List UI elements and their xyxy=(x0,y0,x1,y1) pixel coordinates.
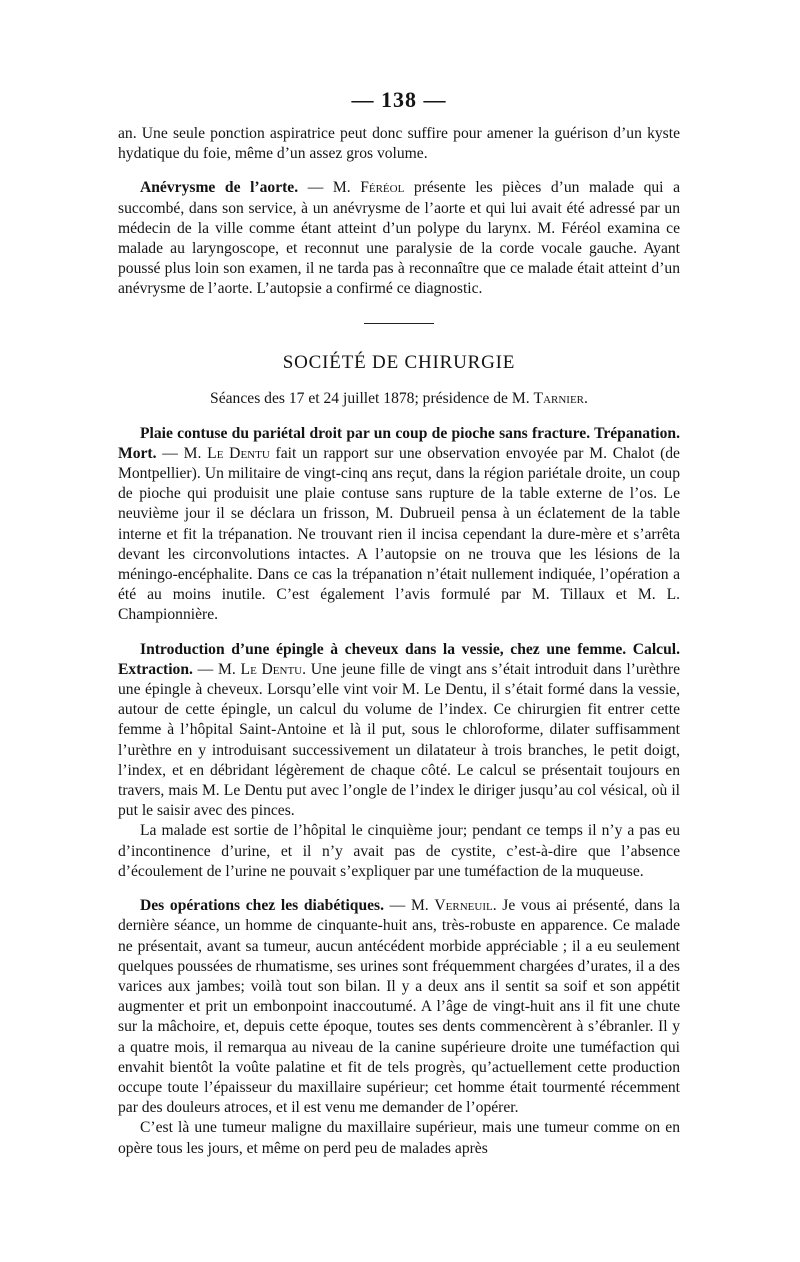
dash: — M. xyxy=(384,897,435,915)
subtitle-end: . xyxy=(584,389,588,407)
paragraph-text: . Une jeune fille de vingt ans s’était introduit dans l’urèthre une épingle à cheveux. Lorsqu’elle vint voir M. Le Dentu, il s’était formé dans la vessie, autour de cette épingle, un calcul du volume de l’index. Ce chirurgien fit entrer cette femme à l’hôpital Saint-Antoine et là il put, sous le chloroforme, dilater suffisamment l’urèthre en y introduisant successivement un dilatateur à trois branches, le petit doigt, l’index, et en débridant légèrement de chaque côté. Le calcul se présentait toujours en travers, mais M. Le Dentu put avec l’ongle de l’index le diriger jusqu’au col vésical, où il put le saisir avec des pinces. xyxy=(118,660,680,820)
section-subtitle xyxy=(118,388,680,410)
speaker-name: Féréol xyxy=(360,179,405,197)
subtitle-text: Séances des 17 et 24 juillet 1878; présidence de M. xyxy=(210,389,534,407)
paragraph-diabetics xyxy=(118,896,680,1118)
speaker-name: Le Dentu xyxy=(240,660,303,678)
paragraph-aneurysm xyxy=(118,178,680,299)
section-divider xyxy=(364,323,434,324)
paragraph-text: fait un rapport sur une observation envoyée par M. Chalot (de Montpellier). Un militaire de vingt-cinq ans reçut, dans la région pariétale droite, un coup de pioche qui produisit une plaie contuse sans rupture de la table externe de l’os. Le neuvième jour il se déclara un frisson, M. Dubrueil pensa à un éclatement de la table interne et fit la trépanation. Ne trouvant rien il incisa cependant la dure-mère et s’arrêta devant les circonvolutions intactes. A l’autopsie on ne trouva que les lésions de la méningo-encéphalite. Dans ce cas la trépanation n’était nullement indiquée, l’opération a été au moins inutile. C’est également l’avis formulé par M. Tillaux et M. L. Championnière. xyxy=(118,444,680,624)
paragraph-tumor xyxy=(118,1118,680,1158)
page-number: — 138 — xyxy=(351,87,447,112)
paragraph-text: an. Une seule ponction aspiratrice peut donc suffire pour amener la guérison d’un kyste hydatique du foie, même d’un assez gros volume. xyxy=(118,125,680,163)
speaker-name: Le Dentu xyxy=(207,444,270,462)
section-title: SOCIÉTÉ DE CHIRURGIE xyxy=(282,351,516,373)
heading-parietal-wound: Plaie contuse du pariétal droit par un coup de pioche sans fracture. Trépanation. Mort. xyxy=(118,424,680,462)
paragraph-text: présente les pièces d’un malade qui a succombé, dans son service, à un anévrysme de l’aorte et qui lui avait été adressé par un médecin de la ville comme étant atteint d’un polype du larynx. M. Féréol examina ce malade au laryngoscope, et reconnut une paralysie de la corde vocale gauche. Ayant poussé plus loin son examen, il ne tarda pas à reconnaître que ce malade était atteint d’un anévrysme de l’aorte. L’autopsie a confirmé ce diagnostic. xyxy=(118,179,680,298)
dash: — M. xyxy=(298,179,361,197)
dash: — M. xyxy=(192,660,241,678)
heading-diabetics: Des opérations chez les diabétiques. xyxy=(140,897,385,915)
heading-aneurysm: Anévrysme de l’aorte. xyxy=(140,179,299,197)
paragraph-hairpin xyxy=(118,640,680,822)
president-name: Tarnier xyxy=(533,389,585,407)
paragraph-text: La malade est sortie de l’hôpital le cinquième jour; pendant ce temps il n’y a pas eu d’incontinence d’urine, et il n’y avait pas de cystite, c’est-à-dire que l’absence d’écoulement de l’urine ne pouvait s’expliquer par une tuméfaction de la muqueuse. xyxy=(118,822,680,880)
dash: — M. xyxy=(156,444,208,462)
paragraph-parietal-wound xyxy=(118,424,680,626)
paragraph-hairpin-followup xyxy=(118,821,680,882)
paragraph-text: C’est là une tumeur maligne du maxillaire supérieur, mais une tumeur comme on en opère tous les jours, et même on perd peu de malades après xyxy=(118,1119,680,1157)
heading-hairpin: Introduction d’une épingle à cheveux dans la vessie, chez une femme. Calcul. Extraction. xyxy=(118,640,680,678)
speaker-name: Verneuil xyxy=(434,897,493,915)
document-page xyxy=(118,84,680,1159)
paragraph-text: . Je vous ai présenté, dans la dernière séance, un homme de cinquante-huit ans, très-robuste en apparence. Ce malade ne présentait, avant sa tumeur, aucun antécédent morbide appréciable ; il a eu seulement quelques poussées de rhumatisme, ses urines sont fréquemment chargées d’urates, il a des varices aux jambes; voilà tout son bilan. Il y a deux ans il sentit sa soif et son appétit augmenter et prit un embonpoint inaccoutumé. A l’âge de vingt-huit ans il fit une chute sur la mâchoire, et, depuis cette époque, toutes ses dents commencèrent à s’ébranler. Il y a quatre mois, il remarqua au niveau de la canine supérieure droite une tuméfaction qui envahit bientôt la voûte palatine et fit de tels progrès, qu’actuellement cette production occupe toute l’épaisseur du maxillaire supérieur; cet homme était tourmenté récemment par des douleurs atroces, et il est venu me demander de l’opérer. xyxy=(118,897,680,1117)
paragraph-continuation xyxy=(118,124,680,164)
